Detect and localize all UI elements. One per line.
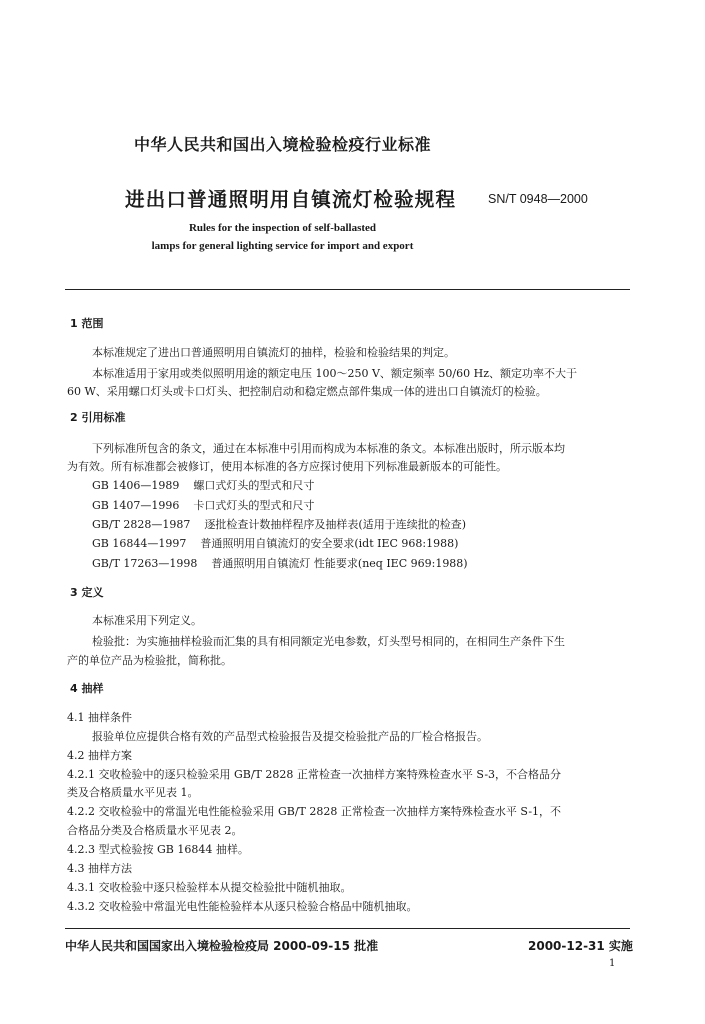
reference-code: GB 1407—1996 [92, 499, 180, 512]
section-4-3-1: 4.3.1 交收检验中逐只检验样本从提交检验批中随机抽取。 [67, 881, 352, 894]
section-4-2-1-line2: 类及合格质量水平见表 1。 [67, 786, 199, 799]
document-title-en-line1: Rules for the inspection of self-ballasted [188, 222, 377, 234]
reference-title: 螺口式灯头的型式和尺寸 [193, 479, 315, 492]
reference-code: GB 16844—1997 [92, 537, 187, 550]
footer-divider [65, 928, 630, 929]
reference-code: GB/T 2828—1987 [92, 518, 191, 531]
standard-number: SN/T 0948—2000 [488, 192, 588, 206]
section-1-heading: 1 范围 [70, 317, 104, 330]
reference-title: 逐批检查计数抽样程序及抽样表(适用于连续批的检查) [204, 518, 466, 531]
reference-item [92, 497, 314, 513]
document-title-cn: 进出口普通照明用自镇流灯检验规程 [125, 188, 457, 211]
reference-item [92, 516, 466, 532]
section-4-1-heading: 4.1 抽样条件 [67, 711, 132, 724]
section-2-intro-line2: 为有效。所有标准都会被修订，使用本标准的各方应探讨使用下列标准最新版本的可能性。 [67, 460, 507, 473]
section-4-2-1-line1: 4.2.1 交收检验中的逐只检验采用 GB/T 2828 正常检查一次抽样方案特殊检查水平 S-3，不合格品分 [67, 768, 562, 781]
section-3-paragraph-1: 本标准采用下列定义。 [92, 614, 202, 627]
reference-code: GB/T 17263—1998 [92, 557, 198, 570]
reference-item [92, 555, 468, 571]
section-4-2-3: 4.2.3 型式检验按 GB 16844 抽样。 [67, 843, 249, 856]
implementation-date: 2000-12-31 实施 [528, 939, 633, 953]
industry-standard-heading: 中华人民共和国出入境检验检疫行业标准 [133, 135, 431, 154]
section-1-paragraph-2-line1: 本标准适用于家用或类似照明用途的额定电压 100～250 V、额定频率 50/60 Hz、额定功率不大于 [92, 367, 578, 380]
reference-item [92, 535, 458, 551]
section-2-intro-line1: 下列标准所包含的条文，通过在本标准中引用而构成为本标准的条文。本标准出版时，所示版本均 [92, 442, 565, 455]
section-4-3-2: 4.3.2 交收检验中常温光电性能检验样本从逐只检验合格品中随机抽取。 [67, 900, 418, 913]
document-title-en-line2: lamps for general lighting service for import and export [151, 240, 414, 252]
approval-line: 中华人民共和国国家出入境检验检疫局 2000-09-15 批准 [65, 939, 379, 953]
reference-code: GB 1406—1989 [92, 479, 180, 492]
section-4-2-2-line2: 合格品分类及合格质量水平见表 2。 [67, 824, 243, 837]
section-4-3-heading: 4.3 抽样方法 [67, 862, 132, 875]
section-4-1-text: 报验单位应提供合格有效的产品型式检验报告及提交检验批产品的厂检合格报告。 [92, 730, 488, 743]
header-divider [65, 289, 630, 290]
section-3-heading: 3 定义 [70, 586, 104, 599]
section-2-heading: 2 引用标准 [70, 411, 126, 424]
section-4-2-heading: 4.2 抽样方案 [67, 749, 132, 762]
section-3-paragraph-2-line2: 产的单位产品为检验批，简称批。 [67, 654, 232, 667]
section-1-paragraph-2-line2: 60 W、采用螺口灯头或卡口灯头、把控制启动和稳定燃点部件集成一体的进出口自镇流灯的检验。 [67, 385, 547, 398]
section-3-paragraph-2-line1: 检验批：为实施抽样检验而汇集的具有相同额定光电参数，灯头型号相同的，在相同生产条件下生 [92, 635, 565, 648]
section-4-2-2-line1: 4.2.2 交收检验中的常温光电性能检验采用 GB/T 2828 正常检查一次抽样方案特殊检查水平 S-1，不 [67, 805, 562, 818]
reference-title: 卡口式灯头的型式和尺寸 [193, 499, 315, 512]
reference-title: 普通照明用自镇流灯的安全要求(idt IEC 968:1988) [200, 537, 459, 550]
section-4-heading: 4 抽样 [70, 682, 104, 695]
page-number: 1 [609, 958, 616, 969]
section-1-paragraph-1: 本标准规定了进出口普通照明用自镇流灯的抽样，检验和检验结果的判定。 [92, 346, 455, 359]
reference-item [92, 477, 314, 493]
reference-title: 普通照明用自镇流灯 性能要求(neq IEC 969:1988) [211, 557, 468, 570]
